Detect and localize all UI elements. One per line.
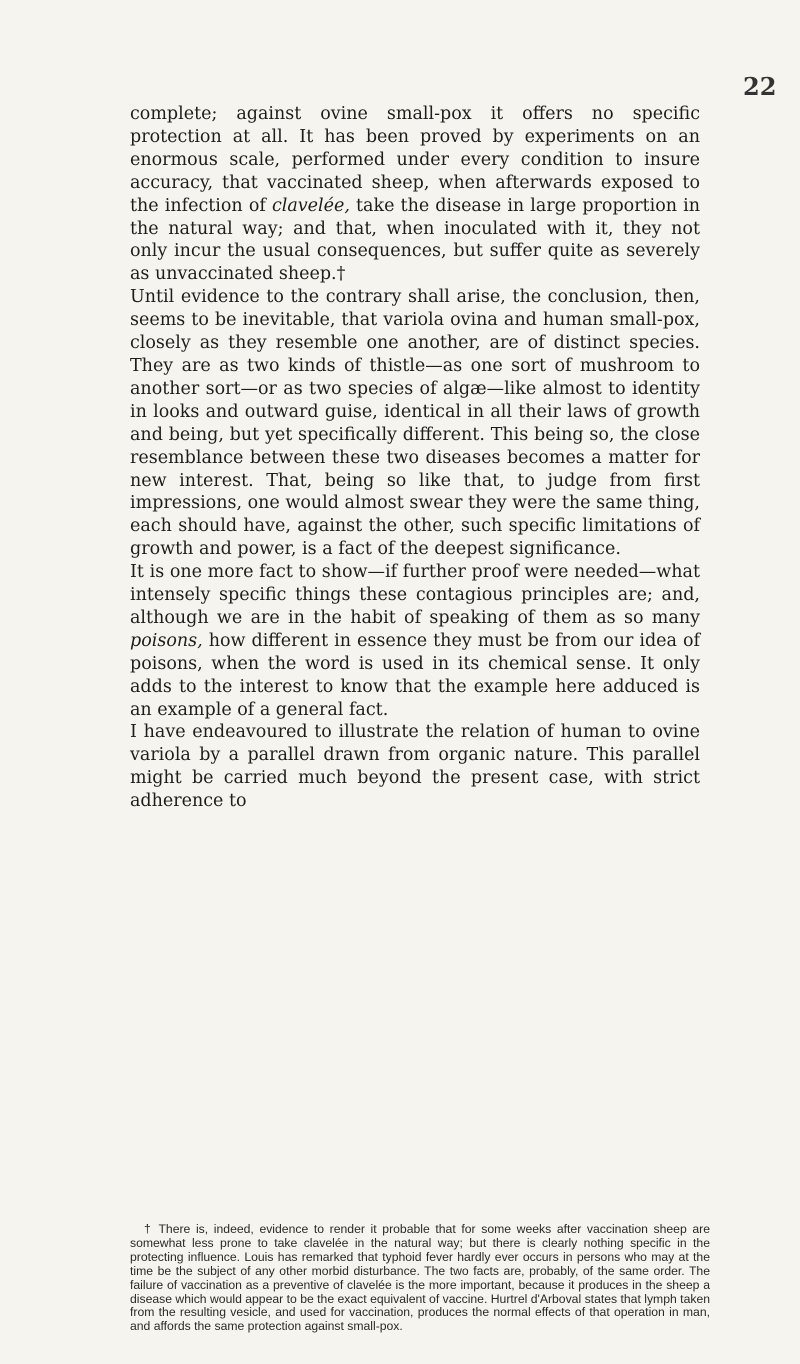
paragraph: Until evidence to the contrary shall arise, the conclusion, then, seems to be inevitable, that variola ovina and human small-pox, closely as they resemble one another, are of distinct species. They are as two kinds of thistle—as one sort of mushroom to another sort—or as two species of algæ—like almost to identity in looks and outward guise, identical in all their laws of growth and being, but yet specifically different. This being so, the close resemblance between these two diseases becomes a matter for new interest. That, being so like that, to judge from first impressions, one would almost swear they were the same thing, each should have, against the other, such specific limitations of growth and power, is a fact of the deepest significance. [130,287,700,560]
footnote-mark: † [144,1222,154,1236]
footnote-text: There is, indeed, evidence to render it probable that for some weeks after vaccination sheep are somewhat less prone to take clavelée in the natural way; but there is clearly nothing specific in the protecting influence. Louis has remarked that typhoid fever hardly ever occurs in persons who may at the time be the subject of any other morbid disturbance. The two facts are, probably, of the same order. The failure of vaccination as a preventive of clavelée is the more important, because it produces in the sheep a disease which would appear to be the exact equivalent of vaccine. Hurtrel d'Arboval states that lymph taken from the resulting vesicle, and used for vaccination, produces the normal effects of that operation in man, and affords the same protection against small-pox. [130,1222,711,1334]
paragraph: I have endeavoured to illustrate the relation of human to ovine variola by a parallel drawn from organic nature. This parallel might be carried much beyond the present case, with strict adherence to [130,722,700,812]
footnote [130,1223,710,1334]
paragraph: complete; against ovine small-pox it offers no specific protection at all. It has been proved by experiments on an enormous scale, performed under every condition to insure accuracy, that vaccinated sheep, when afterwards exposed to the infection of clavelée, take the disease in large proportion in the natural way; and that, when inoculated with it, they not only incur the usual consequences, but suffer quite as severely as unvaccinated sheep.† [130,104,700,285]
body-text [130,103,700,813]
paragraph: It is one more fact to show—if further proof were needed—what intensely specific things these contagious principles are; and, although we are in the habit of speaking of them as so many poisons, how different in essence they must be from our idea of poisons, when the word is used in its chemical sense. It only adds to the interest to know that the example here adduced is an example of a general fact. [130,562,700,720]
page-number: 22 [743,72,777,101]
